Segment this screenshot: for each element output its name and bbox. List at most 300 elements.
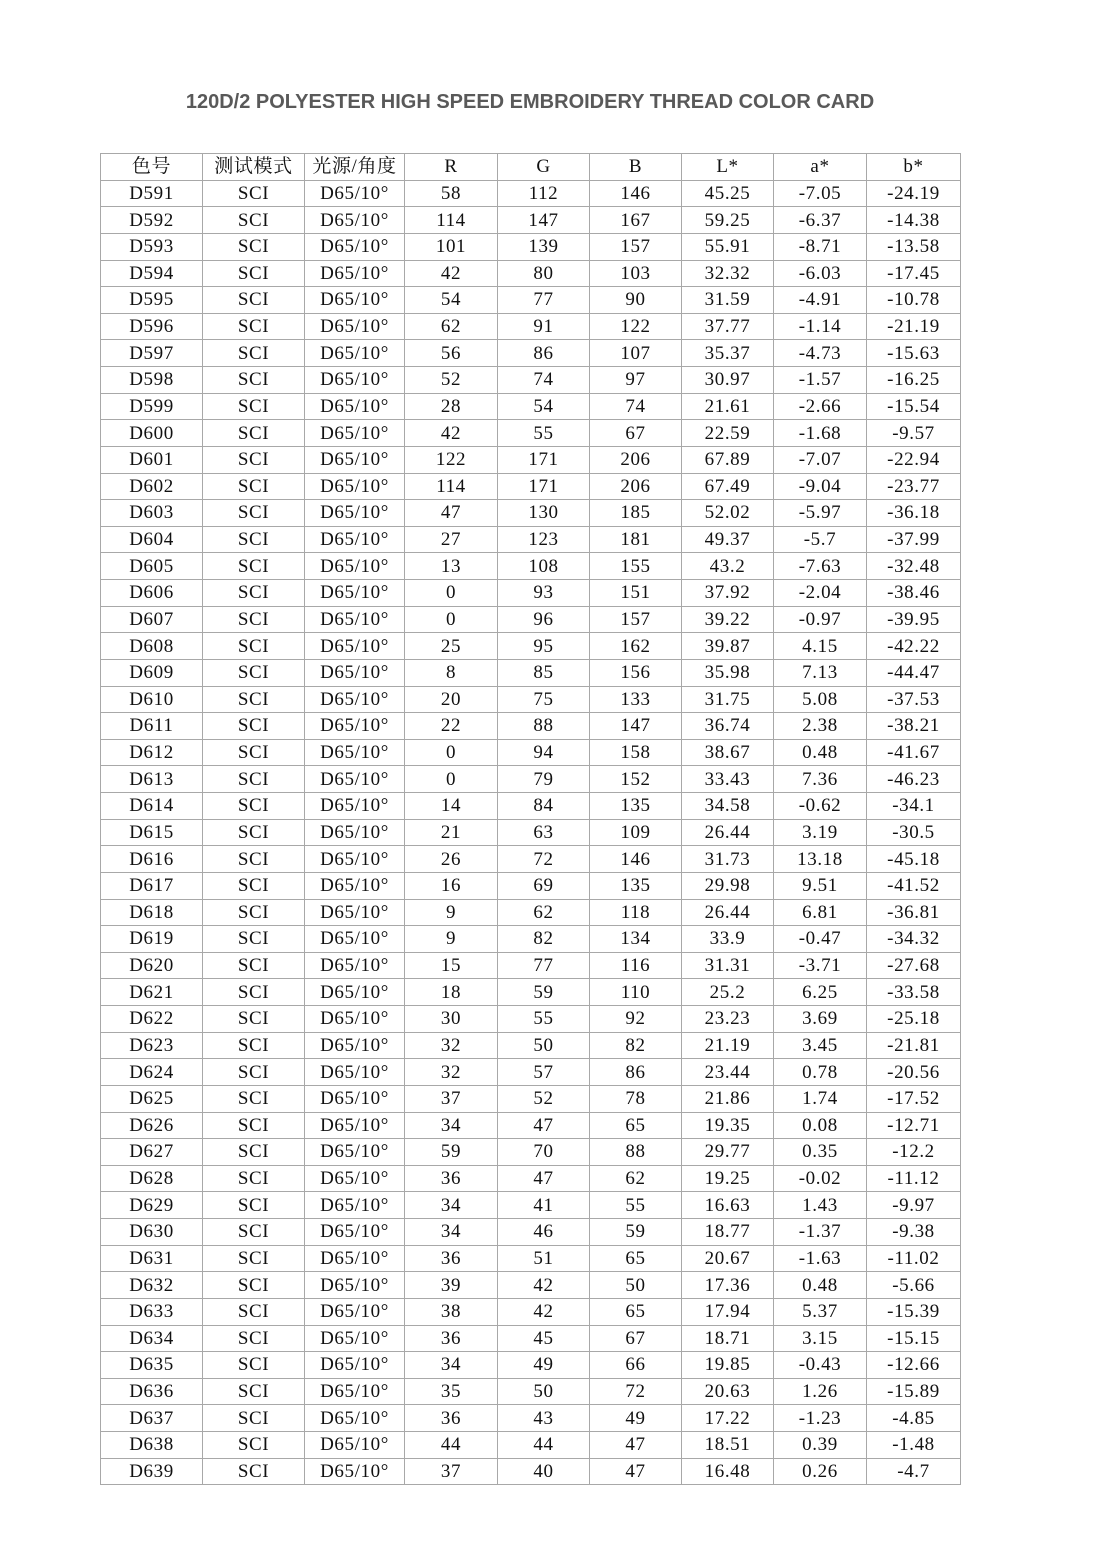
- cell-a-star: 0.39: [774, 1432, 867, 1459]
- cell-b-star: -15.54: [867, 393, 961, 420]
- cell-a-star: 3.19: [774, 819, 867, 846]
- cell-illuminant-angle: D65/10°: [305, 287, 405, 314]
- cell-b-star: -15.63: [867, 340, 961, 367]
- cell-a-star: -2.66: [774, 393, 867, 420]
- cell-color-code: D610: [101, 686, 203, 713]
- cell-r-value: 42: [405, 420, 498, 447]
- cell-b-value: 103: [590, 260, 682, 287]
- table-row: [101, 420, 961, 447]
- cell-b-value: 47: [590, 1458, 682, 1485]
- cell-illuminant-angle: D65/10°: [305, 1192, 405, 1219]
- table-row: [101, 1165, 961, 1192]
- cell-color-code: D606: [101, 580, 203, 607]
- cell-b-star: -42.22: [867, 633, 961, 660]
- cell-l-star: 17.22: [682, 1405, 774, 1432]
- cell-illuminant-angle: D65/10°: [305, 1432, 405, 1459]
- cell-g-value: 69: [498, 872, 590, 899]
- cell-color-code: D607: [101, 606, 203, 633]
- column-header-r-value: R: [405, 154, 498, 181]
- cell-b-value: 181: [590, 526, 682, 553]
- cell-g-value: 85: [498, 659, 590, 686]
- cell-g-value: 70: [498, 1139, 590, 1166]
- cell-g-value: 72: [498, 846, 590, 873]
- cell-a-star: -3.71: [774, 952, 867, 979]
- cell-a-star: 1.43: [774, 1192, 867, 1219]
- cell-b-value: 66: [590, 1352, 682, 1379]
- cell-r-value: 30: [405, 1006, 498, 1033]
- cell-illuminant-angle: D65/10°: [305, 739, 405, 766]
- cell-b-star: -9.57: [867, 420, 961, 447]
- cell-a-star: 3.15: [774, 1325, 867, 1352]
- cell-illuminant-angle: D65/10°: [305, 793, 405, 820]
- cell-b-value: 82: [590, 1032, 682, 1059]
- cell-b-star: -15.15: [867, 1325, 961, 1352]
- cell-b-star: -1.48: [867, 1432, 961, 1459]
- cell-a-star: 13.18: [774, 846, 867, 873]
- cell-b-star: -16.25: [867, 367, 961, 394]
- table-row: [101, 846, 961, 873]
- cell-r-value: 9: [405, 899, 498, 926]
- table-row: [101, 446, 961, 473]
- table-row: [101, 1139, 961, 1166]
- cell-a-star: -0.02: [774, 1165, 867, 1192]
- cell-r-value: 36: [405, 1165, 498, 1192]
- cell-g-value: 50: [498, 1378, 590, 1405]
- cell-color-code: D638: [101, 1432, 203, 1459]
- table-row: [101, 606, 961, 633]
- cell-r-value: 8: [405, 659, 498, 686]
- table-row: [101, 926, 961, 953]
- cell-g-value: 42: [498, 1272, 590, 1299]
- cell-a-star: 9.51: [774, 872, 867, 899]
- cell-color-code: D617: [101, 872, 203, 899]
- cell-r-value: 0: [405, 606, 498, 633]
- cell-b-value: 55: [590, 1192, 682, 1219]
- cell-b-value: 185: [590, 500, 682, 527]
- cell-test-mode: SCI: [203, 1272, 305, 1299]
- cell-g-value: 47: [498, 1112, 590, 1139]
- cell-g-value: 77: [498, 287, 590, 314]
- cell-illuminant-angle: D65/10°: [305, 606, 405, 633]
- cell-b-star: -15.89: [867, 1378, 961, 1405]
- cell-b-star: -9.38: [867, 1219, 961, 1246]
- cell-illuminant-angle: D65/10°: [305, 979, 405, 1006]
- cell-b-value: 147: [590, 713, 682, 740]
- table-row: [101, 1458, 961, 1485]
- table-row: [101, 1219, 961, 1246]
- cell-r-value: 62: [405, 313, 498, 340]
- cell-b-value: 206: [590, 473, 682, 500]
- cell-r-value: 9: [405, 926, 498, 953]
- cell-test-mode: SCI: [203, 287, 305, 314]
- table-row: [101, 180, 961, 207]
- cell-color-code: D630: [101, 1219, 203, 1246]
- cell-a-star: -7.05: [774, 180, 867, 207]
- cell-color-code: D620: [101, 952, 203, 979]
- cell-l-star: 37.77: [682, 313, 774, 340]
- cell-l-star: 52.02: [682, 500, 774, 527]
- cell-b-value: 86: [590, 1059, 682, 1086]
- cell-l-star: 33.9: [682, 926, 774, 953]
- cell-g-value: 52: [498, 1085, 590, 1112]
- cell-test-mode: SCI: [203, 1192, 305, 1219]
- cell-r-value: 122: [405, 446, 498, 473]
- cell-b-star: -37.99: [867, 526, 961, 553]
- cell-r-value: 101: [405, 233, 498, 260]
- table-row: [101, 1059, 961, 1086]
- cell-color-code: D639: [101, 1458, 203, 1485]
- cell-color-code: D601: [101, 446, 203, 473]
- cell-g-value: 82: [498, 926, 590, 953]
- cell-color-code: D627: [101, 1139, 203, 1166]
- cell-test-mode: SCI: [203, 207, 305, 234]
- cell-test-mode: SCI: [203, 1432, 305, 1459]
- cell-b-value: 167: [590, 207, 682, 234]
- cell-b-value: 74: [590, 393, 682, 420]
- cell-illuminant-angle: D65/10°: [305, 1245, 405, 1272]
- cell-b-value: 152: [590, 766, 682, 793]
- cell-a-star: -2.04: [774, 580, 867, 607]
- cell-b-star: -37.53: [867, 686, 961, 713]
- cell-r-value: 52: [405, 367, 498, 394]
- cell-l-star: 59.25: [682, 207, 774, 234]
- cell-b-value: 47: [590, 1432, 682, 1459]
- column-header-color-code: 色号: [101, 154, 203, 181]
- cell-r-value: 0: [405, 739, 498, 766]
- cell-a-star: 7.36: [774, 766, 867, 793]
- cell-b-star: -24.19: [867, 180, 961, 207]
- cell-illuminant-angle: D65/10°: [305, 846, 405, 873]
- cell-color-code: D613: [101, 766, 203, 793]
- cell-a-star: -6.03: [774, 260, 867, 287]
- cell-b-star: -44.47: [867, 659, 961, 686]
- cell-color-code: D608: [101, 633, 203, 660]
- cell-a-star: 4.15: [774, 633, 867, 660]
- cell-g-value: 112: [498, 180, 590, 207]
- table-row: [101, 1298, 961, 1325]
- cell-l-star: 25.2: [682, 979, 774, 1006]
- cell-illuminant-angle: D65/10°: [305, 1325, 405, 1352]
- table-row: [101, 313, 961, 340]
- table-row: [101, 1272, 961, 1299]
- cell-b-star: -11.02: [867, 1245, 961, 1272]
- cell-b-value: 162: [590, 633, 682, 660]
- cell-test-mode: SCI: [203, 1165, 305, 1192]
- cell-test-mode: SCI: [203, 180, 305, 207]
- table-row: [101, 1192, 961, 1219]
- cell-test-mode: SCI: [203, 1378, 305, 1405]
- cell-g-value: 41: [498, 1192, 590, 1219]
- cell-g-value: 51: [498, 1245, 590, 1272]
- cell-r-value: 37: [405, 1458, 498, 1485]
- cell-test-mode: SCI: [203, 686, 305, 713]
- cell-g-value: 59: [498, 979, 590, 1006]
- cell-l-star: 19.35: [682, 1112, 774, 1139]
- cell-b-star: -13.58: [867, 233, 961, 260]
- cell-test-mode: SCI: [203, 313, 305, 340]
- cell-illuminant-angle: D65/10°: [305, 180, 405, 207]
- cell-test-mode: SCI: [203, 420, 305, 447]
- cell-color-code: D594: [101, 260, 203, 287]
- table-row: [101, 340, 961, 367]
- cell-test-mode: SCI: [203, 1405, 305, 1432]
- cell-b-star: -34.32: [867, 926, 961, 953]
- cell-test-mode: SCI: [203, 446, 305, 473]
- cell-l-star: 49.37: [682, 526, 774, 553]
- cell-color-code: D597: [101, 340, 203, 367]
- table-row: [101, 633, 961, 660]
- table-row: [101, 553, 961, 580]
- cell-color-code: D614: [101, 793, 203, 820]
- cell-l-star: 20.67: [682, 1245, 774, 1272]
- cell-b-star: -23.77: [867, 473, 961, 500]
- cell-b-value: 135: [590, 872, 682, 899]
- cell-r-value: 36: [405, 1245, 498, 1272]
- cell-test-mode: SCI: [203, 659, 305, 686]
- cell-test-mode: SCI: [203, 393, 305, 420]
- cell-a-star: 0.48: [774, 739, 867, 766]
- table-row: [101, 1352, 961, 1379]
- cell-illuminant-angle: D65/10°: [305, 1219, 405, 1246]
- cell-test-mode: SCI: [203, 1085, 305, 1112]
- cell-color-code: D628: [101, 1165, 203, 1192]
- cell-r-value: 27: [405, 526, 498, 553]
- cell-l-star: 19.25: [682, 1165, 774, 1192]
- table-row: [101, 287, 961, 314]
- cell-l-star: 36.74: [682, 713, 774, 740]
- cell-test-mode: SCI: [203, 819, 305, 846]
- cell-r-value: 22: [405, 713, 498, 740]
- cell-test-mode: SCI: [203, 526, 305, 553]
- cell-b-star: -5.66: [867, 1272, 961, 1299]
- cell-b-star: -41.52: [867, 872, 961, 899]
- cell-r-value: 35: [405, 1378, 498, 1405]
- table-row: [101, 1432, 961, 1459]
- cell-b-star: -15.39: [867, 1298, 961, 1325]
- cell-b-star: -39.95: [867, 606, 961, 633]
- cell-b-value: 107: [590, 340, 682, 367]
- cell-b-value: 90: [590, 287, 682, 314]
- cell-r-value: 39: [405, 1272, 498, 1299]
- cell-l-star: 29.98: [682, 872, 774, 899]
- cell-b-star: -12.71: [867, 1112, 961, 1139]
- cell-a-star: -7.07: [774, 446, 867, 473]
- table-row: [101, 233, 961, 260]
- cell-b-star: -33.58: [867, 979, 961, 1006]
- cell-a-star: -0.43: [774, 1352, 867, 1379]
- cell-g-value: 94: [498, 739, 590, 766]
- cell-illuminant-angle: D65/10°: [305, 1352, 405, 1379]
- table-row: [101, 207, 961, 234]
- cell-g-value: 55: [498, 1006, 590, 1033]
- cell-r-value: 34: [405, 1112, 498, 1139]
- table-row: [101, 952, 961, 979]
- cell-l-star: 29.77: [682, 1139, 774, 1166]
- cell-r-value: 42: [405, 260, 498, 287]
- cell-color-code: D595: [101, 287, 203, 314]
- cell-b-value: 134: [590, 926, 682, 953]
- cell-g-value: 40: [498, 1458, 590, 1485]
- cell-r-value: 13: [405, 553, 498, 580]
- column-header-l-star: L*: [682, 154, 774, 181]
- cell-color-code: D632: [101, 1272, 203, 1299]
- cell-illuminant-angle: D65/10°: [305, 500, 405, 527]
- cell-color-code: D616: [101, 846, 203, 873]
- table-row: [101, 500, 961, 527]
- cell-color-code: D619: [101, 926, 203, 953]
- cell-test-mode: SCI: [203, 260, 305, 287]
- cell-g-value: 86: [498, 340, 590, 367]
- cell-l-star: 67.89: [682, 446, 774, 473]
- cell-g-value: 96: [498, 606, 590, 633]
- cell-g-value: 50: [498, 1032, 590, 1059]
- cell-r-value: 38: [405, 1298, 498, 1325]
- cell-g-value: 84: [498, 793, 590, 820]
- table-row: [101, 899, 961, 926]
- cell-illuminant-angle: D65/10°: [305, 420, 405, 447]
- cell-illuminant-angle: D65/10°: [305, 526, 405, 553]
- cell-color-code: D633: [101, 1298, 203, 1325]
- cell-a-star: 6.25: [774, 979, 867, 1006]
- table-row: [101, 260, 961, 287]
- cell-g-value: 171: [498, 473, 590, 500]
- cell-illuminant-angle: D65/10°: [305, 260, 405, 287]
- cell-color-code: D624: [101, 1059, 203, 1086]
- cell-g-value: 79: [498, 766, 590, 793]
- cell-b-value: 92: [590, 1006, 682, 1033]
- cell-a-star: 3.69: [774, 1006, 867, 1033]
- table-row: [101, 367, 961, 394]
- cell-test-mode: SCI: [203, 500, 305, 527]
- cell-r-value: 59: [405, 1139, 498, 1166]
- cell-b-star: -12.2: [867, 1139, 961, 1166]
- cell-illuminant-angle: D65/10°: [305, 1378, 405, 1405]
- cell-b-star: -20.56: [867, 1059, 961, 1086]
- cell-illuminant-angle: D65/10°: [305, 1272, 405, 1299]
- cell-test-mode: SCI: [203, 1139, 305, 1166]
- cell-g-value: 139: [498, 233, 590, 260]
- cell-g-value: 55: [498, 420, 590, 447]
- cell-g-value: 47: [498, 1165, 590, 1192]
- cell-g-value: 108: [498, 553, 590, 580]
- table-row: [101, 1006, 961, 1033]
- cell-l-star: 16.63: [682, 1192, 774, 1219]
- cell-test-mode: SCI: [203, 473, 305, 500]
- cell-a-star: 0.35: [774, 1139, 867, 1166]
- cell-color-code: D609: [101, 659, 203, 686]
- cell-illuminant-angle: D65/10°: [305, 580, 405, 607]
- cell-l-star: 35.98: [682, 659, 774, 686]
- cell-test-mode: SCI: [203, 952, 305, 979]
- cell-test-mode: SCI: [203, 340, 305, 367]
- cell-a-star: 2.38: [774, 713, 867, 740]
- table-row: [101, 1032, 961, 1059]
- cell-a-star: -4.91: [774, 287, 867, 314]
- cell-test-mode: SCI: [203, 1325, 305, 1352]
- cell-a-star: -7.63: [774, 553, 867, 580]
- cell-l-star: 67.49: [682, 473, 774, 500]
- cell-b-star: -32.48: [867, 553, 961, 580]
- cell-a-star: -0.47: [774, 926, 867, 953]
- cell-l-star: 33.43: [682, 766, 774, 793]
- cell-l-star: 30.97: [682, 367, 774, 394]
- cell-illuminant-angle: D65/10°: [305, 313, 405, 340]
- cell-r-value: 0: [405, 766, 498, 793]
- cell-l-star: 26.44: [682, 899, 774, 926]
- cell-color-code: D604: [101, 526, 203, 553]
- cell-b-value: 109: [590, 819, 682, 846]
- cell-a-star: -1.14: [774, 313, 867, 340]
- cell-color-code: D615: [101, 819, 203, 846]
- cell-b-star: -17.45: [867, 260, 961, 287]
- cell-r-value: 114: [405, 207, 498, 234]
- table-row: [101, 979, 961, 1006]
- cell-color-code: D634: [101, 1325, 203, 1352]
- cell-g-value: 93: [498, 580, 590, 607]
- cell-l-star: 37.92: [682, 580, 774, 607]
- cell-color-code: D623: [101, 1032, 203, 1059]
- cell-b-star: -17.52: [867, 1085, 961, 1112]
- cell-r-value: 28: [405, 393, 498, 420]
- cell-test-mode: SCI: [203, 1298, 305, 1325]
- table-row: [101, 393, 961, 420]
- cell-l-star: 26.44: [682, 819, 774, 846]
- cell-b-value: 118: [590, 899, 682, 926]
- cell-a-star: -1.63: [774, 1245, 867, 1272]
- cell-b-star: -10.78: [867, 287, 961, 314]
- cell-a-star: -5.7: [774, 526, 867, 553]
- cell-color-code: D602: [101, 473, 203, 500]
- cell-r-value: 47: [405, 500, 498, 527]
- cell-r-value: 15: [405, 952, 498, 979]
- table-row: [101, 686, 961, 713]
- cell-illuminant-angle: D65/10°: [305, 872, 405, 899]
- cell-l-star: 18.71: [682, 1325, 774, 1352]
- cell-l-star: 31.31: [682, 952, 774, 979]
- cell-l-star: 31.59: [682, 287, 774, 314]
- cell-b-star: -9.97: [867, 1192, 961, 1219]
- cell-b-star: -4.7: [867, 1458, 961, 1485]
- cell-illuminant-angle: D65/10°: [305, 819, 405, 846]
- cell-b-value: 206: [590, 446, 682, 473]
- cell-b-value: 157: [590, 233, 682, 260]
- cell-b-star: -12.66: [867, 1352, 961, 1379]
- cell-b-value: 151: [590, 580, 682, 607]
- table-row: [101, 473, 961, 500]
- cell-r-value: 32: [405, 1032, 498, 1059]
- cell-r-value: 37: [405, 1085, 498, 1112]
- cell-r-value: 36: [405, 1405, 498, 1432]
- cell-r-value: 0: [405, 580, 498, 607]
- cell-b-value: 65: [590, 1298, 682, 1325]
- cell-a-star: -1.57: [774, 367, 867, 394]
- cell-test-mode: SCI: [203, 553, 305, 580]
- cell-l-star: 20.63: [682, 1378, 774, 1405]
- cell-b-value: 88: [590, 1139, 682, 1166]
- cell-illuminant-angle: D65/10°: [305, 1139, 405, 1166]
- cell-b-value: 59: [590, 1219, 682, 1246]
- cell-b-value: 65: [590, 1112, 682, 1139]
- cell-a-star: -1.23: [774, 1405, 867, 1432]
- cell-b-star: -36.81: [867, 899, 961, 926]
- cell-color-code: D599: [101, 393, 203, 420]
- cell-b-value: 116: [590, 952, 682, 979]
- cell-a-star: -6.37: [774, 207, 867, 234]
- cell-illuminant-angle: D65/10°: [305, 233, 405, 260]
- cell-illuminant-angle: D65/10°: [305, 207, 405, 234]
- cell-l-star: 39.22: [682, 606, 774, 633]
- cell-illuminant-angle: D65/10°: [305, 686, 405, 713]
